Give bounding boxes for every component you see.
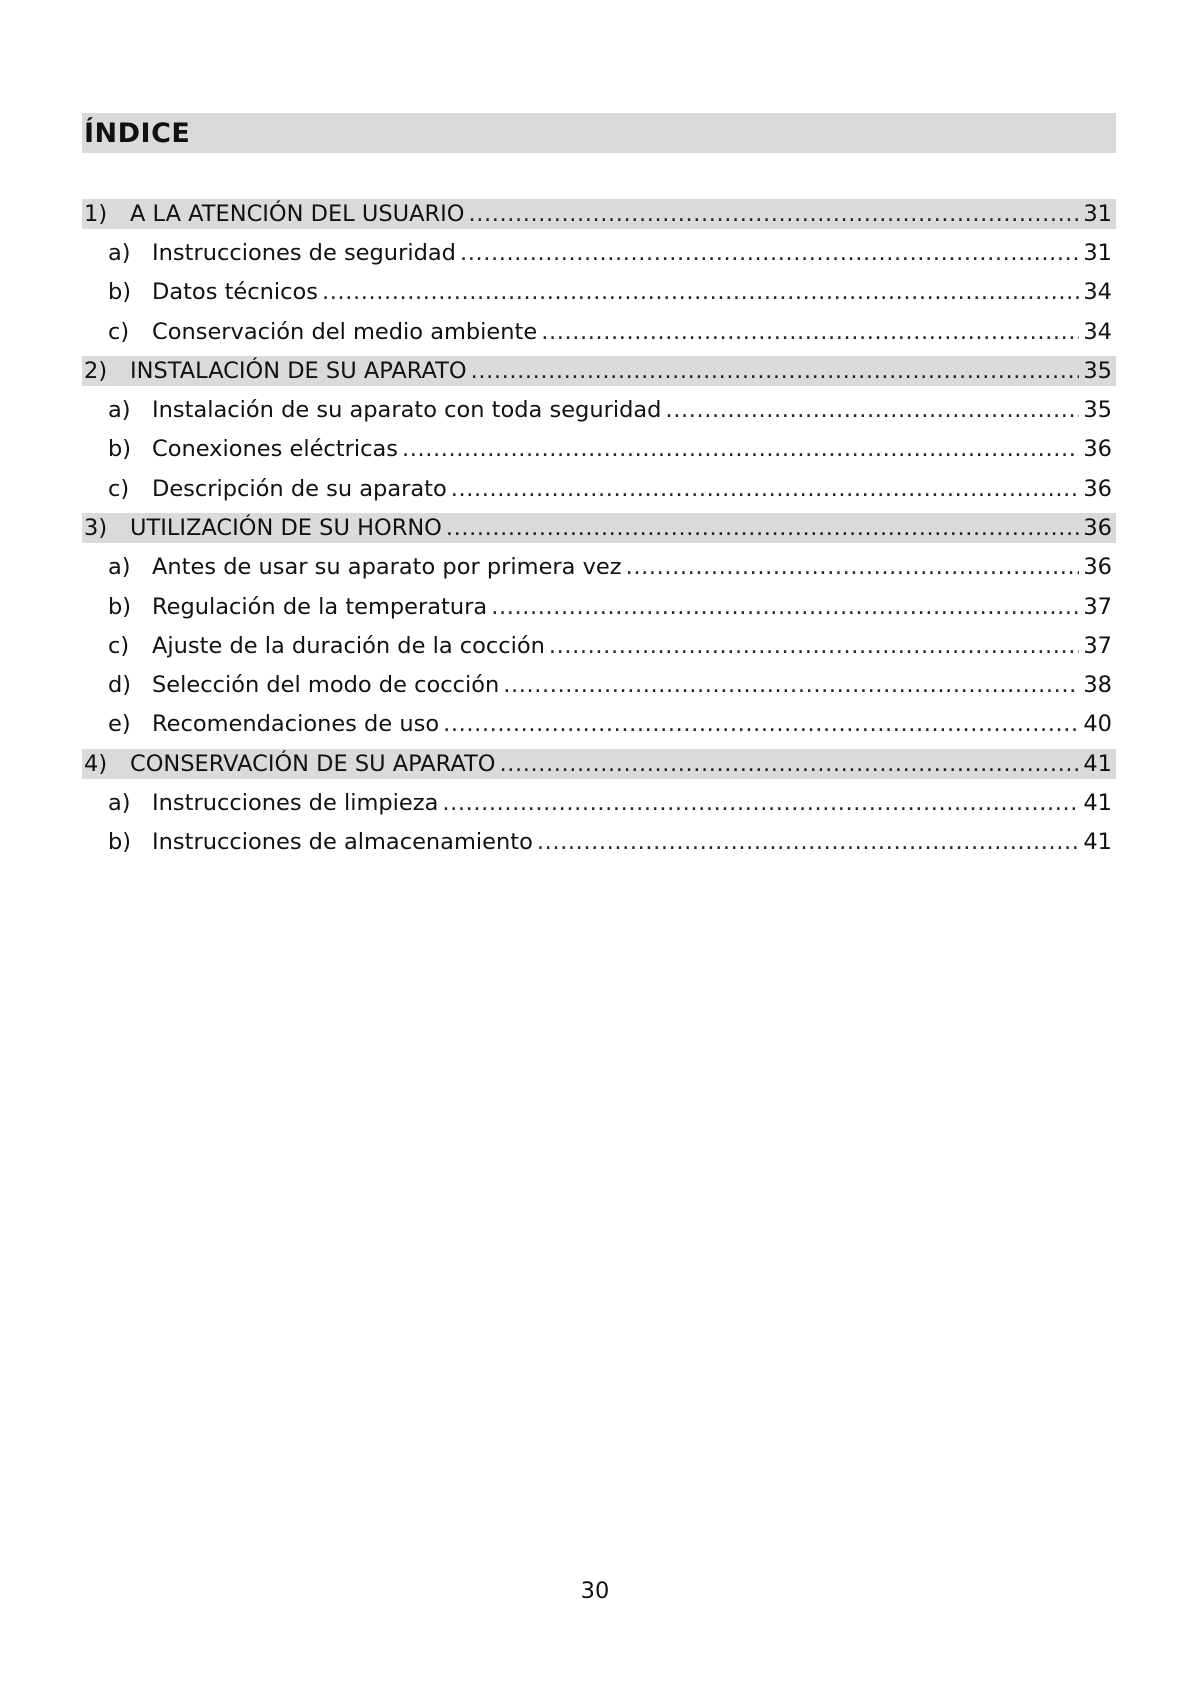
toc-entry-page: 41 — [1083, 790, 1112, 817]
toc-subsection-entry[interactable] — [82, 783, 1116, 822]
toc-entry-number: c) — [108, 632, 130, 659]
toc-entry-label: Instrucciones de almacenamiento — [152, 829, 533, 856]
toc-section-entry[interactable] — [82, 749, 1116, 779]
toc-entry-label: Descripción de su aparato — [152, 475, 447, 502]
toc-entry-page: 31 — [1083, 200, 1112, 227]
toc-entry-number: 1) — [84, 200, 108, 227]
toc-subsection-entry[interactable] — [82, 273, 1116, 312]
toc-entry-number: e) — [108, 711, 131, 738]
toc-entry-label: Instrucciones de limpieza — [152, 790, 439, 817]
toc-entry-label: Recomendaciones de uso — [152, 711, 440, 738]
dot-leader — [322, 279, 1079, 305]
toc-subsection-entry[interactable] — [82, 705, 1116, 744]
toc-entry-page: 36 — [1083, 554, 1112, 581]
toc-subsection-entry[interactable] — [82, 666, 1116, 705]
toc-subsection-entry[interactable] — [82, 548, 1116, 587]
toc-entry-label: Instalación de su aparato con toda seguridad — [152, 397, 662, 424]
toc-subsection-entry[interactable] — [82, 587, 1116, 626]
toc-entry-label: Antes de usar su aparato por primera vez — [152, 554, 622, 581]
toc-entry-label: Selección del modo de cocción — [152, 672, 500, 699]
dot-leader — [460, 240, 1079, 266]
toc-entry-page: 34 — [1083, 318, 1112, 345]
toc-entry-number: b) — [108, 593, 132, 620]
toc-subsection-entry[interactable] — [82, 430, 1116, 469]
toc-entry-number: a) — [108, 397, 131, 424]
toc-entry-page: 41 — [1083, 750, 1112, 777]
dot-leader — [468, 201, 1079, 227]
toc-entry-label: Datos técnicos — [152, 279, 318, 306]
toc-entry-page: 38 — [1083, 672, 1112, 699]
toc-entry-page: 37 — [1083, 632, 1112, 659]
toc-entry-number: c) — [108, 475, 130, 502]
dot-leader — [442, 790, 1079, 816]
toc-entry-label: Regulación de la temperatura — [152, 593, 488, 620]
toc-subsection-entry[interactable] — [82, 312, 1116, 351]
dot-leader — [443, 711, 1079, 737]
toc-section-entry[interactable] — [82, 199, 1116, 229]
dot-leader — [446, 515, 1079, 541]
toc-entry-page: 36 — [1083, 475, 1112, 502]
toc-entry-page: 34 — [1083, 279, 1112, 306]
toc-subsection-entry[interactable] — [82, 469, 1116, 508]
toc-entry-number: b) — [108, 829, 132, 856]
toc-entry-label: CONSERVACIÓN DE SU APARATO — [130, 750, 496, 777]
toc-entry-number: 4) — [84, 750, 108, 777]
toc-section-entry[interactable] — [82, 513, 1116, 543]
toc-entry-label: Instrucciones de seguridad — [152, 239, 456, 266]
toc-entry-label: Ajuste de la duración de la cocción — [152, 632, 545, 659]
toc-entry-number: b) — [108, 436, 132, 463]
dot-leader — [537, 829, 1079, 855]
toc-subsection-entry[interactable] — [82, 823, 1116, 862]
dot-leader — [491, 594, 1079, 620]
toc-section-entry[interactable] — [82, 356, 1116, 386]
toc-entry-label: UTILIZACIÓN DE SU HORNO — [130, 514, 442, 541]
toc-entry-number: a) — [108, 239, 131, 266]
dot-leader — [471, 358, 1079, 384]
page-number: 30 — [580, 1578, 610, 1604]
toc-entry-number: 3) — [84, 514, 108, 541]
dot-leader — [541, 319, 1079, 345]
toc-entry-number: a) — [108, 790, 131, 817]
toc-entry-number: d) — [108, 672, 132, 699]
dot-leader — [402, 436, 1079, 462]
dot-leader — [626, 554, 1079, 580]
toc-entry-number: c) — [108, 318, 130, 345]
toc-entry-number: 2) — [84, 357, 108, 384]
toc-entry-page: 36 — [1083, 436, 1112, 463]
toc-entry-page: 37 — [1083, 593, 1112, 620]
page-title: ÍNDICE — [84, 118, 191, 149]
dot-leader — [549, 633, 1079, 659]
toc-entry-number: a) — [108, 554, 131, 581]
toc-subsection-entry[interactable] — [82, 233, 1116, 272]
toc-entry-label: A LA ATENCIÓN DEL USUARIO — [130, 200, 465, 227]
toc-entry-page: 35 — [1083, 357, 1112, 384]
toc-entry-page: 36 — [1083, 514, 1112, 541]
toc-entry-label: Conexiones eléctricas — [152, 436, 399, 463]
toc-subsection-entry[interactable] — [82, 626, 1116, 665]
dot-leader — [451, 476, 1079, 502]
index-title-bar — [82, 113, 1116, 153]
table-of-contents — [82, 194, 1116, 862]
toc-entry-page: 41 — [1083, 829, 1112, 856]
dot-leader — [503, 672, 1079, 698]
toc-entry-page: 35 — [1083, 397, 1112, 424]
toc-entry-page: 40 — [1083, 711, 1112, 738]
toc-subsection-entry[interactable] — [82, 390, 1116, 429]
toc-entry-label: INSTALACIÓN DE SU APARATO — [130, 357, 467, 384]
toc-entry-label: Conservación del medio ambiente — [152, 318, 538, 345]
dot-leader — [665, 397, 1079, 423]
dot-leader — [499, 751, 1079, 777]
toc-entry-number: b) — [108, 279, 132, 306]
toc-entry-page: 31 — [1083, 239, 1112, 266]
